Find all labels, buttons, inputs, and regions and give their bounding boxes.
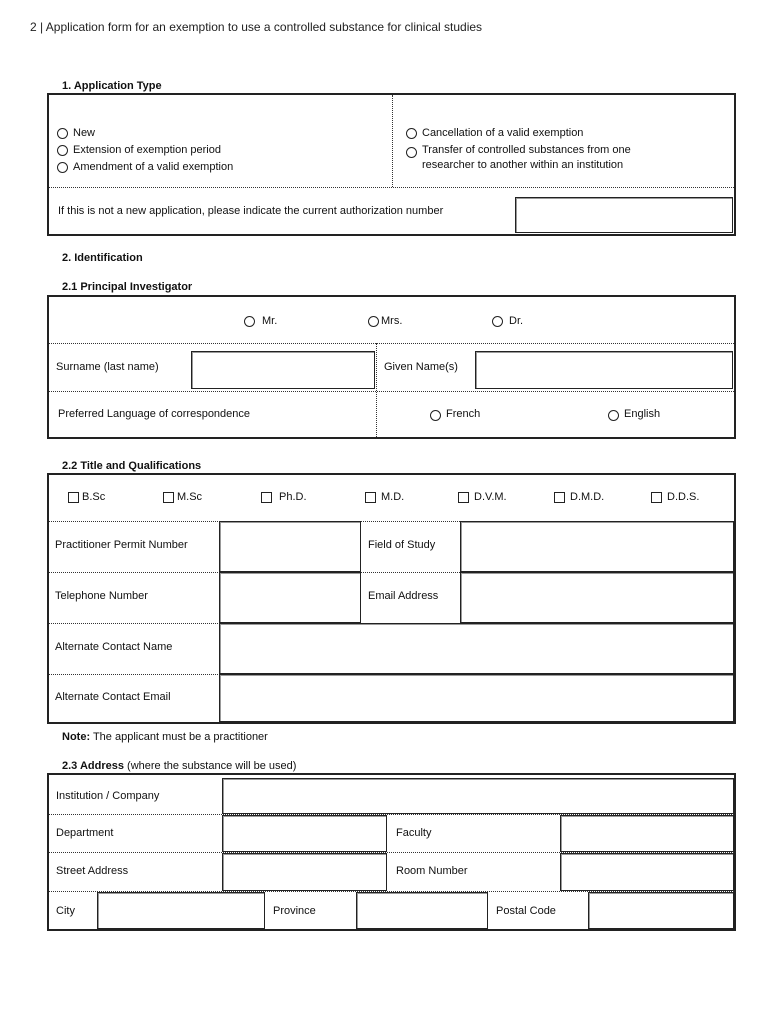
radio-mr[interactable] <box>244 316 255 327</box>
surname-field[interactable] <box>191 351 375 389</box>
checkbox-dmd[interactable] <box>554 492 565 503</box>
radio-mrs-label: Mrs. <box>381 315 403 327</box>
radio-amendment[interactable] <box>57 162 68 173</box>
faculty-label: Faculty <box>396 827 432 839</box>
department-label: Department <box>56 827 114 839</box>
field-of-study-field[interactable] <box>460 521 734 572</box>
radio-dr[interactable] <box>492 316 503 327</box>
telephone-field[interactable] <box>219 572 361 623</box>
radio-extension[interactable] <box>57 145 68 156</box>
email-field[interactable] <box>460 572 734 623</box>
checkbox-dmd-label: D.M.D. <box>570 491 605 503</box>
permit-number-label: Practitioner Permit Number <box>55 539 188 551</box>
checkbox-md-label: M.D. <box>381 491 405 503</box>
practitioner-note <box>62 731 268 743</box>
alternate-name-field[interactable] <box>219 623 734 674</box>
title-qualifications-box <box>47 473 736 724</box>
permit-number-field[interactable] <box>219 521 361 572</box>
city-label: City <box>56 905 75 917</box>
checkbox-bsc[interactable] <box>68 492 79 503</box>
checkbox-msc-label: M.Sc <box>177 491 203 503</box>
room-field[interactable] <box>560 853 734 891</box>
principal-investigator-title: 2.1 Principal Investigator <box>62 281 193 293</box>
radio-new-label: New <box>73 127 96 139</box>
address-title <box>62 760 296 772</box>
department-field[interactable] <box>222 815 387 852</box>
page-header: 2 | Application form for an exemption to use a controlled substance for clinical studies <box>30 20 483 34</box>
divider <box>376 343 377 437</box>
postal-code-field[interactable] <box>588 892 734 929</box>
checkbox-dds-label: D.D.S. <box>667 491 700 503</box>
address-title-rest: (where the substance will be used) <box>123 760 297 772</box>
postal-code-label: Postal Code <box>496 905 556 917</box>
radio-transfer-label: Transfer of controlled substances from one <box>422 144 631 156</box>
divider <box>49 391 734 392</box>
email-label: Email Address <box>368 590 439 602</box>
checkbox-dvm-label: D.V.M. <box>474 491 507 503</box>
note-bold: Note: <box>62 731 91 743</box>
authorization-number-field[interactable] <box>515 197 733 233</box>
authorization-label: If this is not a new application, please indicate the current authorization number <box>58 205 444 217</box>
checkbox-dds[interactable] <box>651 492 662 503</box>
institution-label: Institution / Company <box>56 790 160 802</box>
checkbox-bsc-label: B.Sc <box>82 491 106 503</box>
street-field[interactable] <box>222 853 387 891</box>
divider <box>49 187 734 188</box>
telephone-label: Telephone Number <box>55 590 148 602</box>
radio-french[interactable] <box>430 410 441 421</box>
checkbox-md[interactable] <box>365 492 376 503</box>
application-type-box <box>47 93 736 236</box>
checkbox-phd-label: Ph.D. <box>279 491 307 503</box>
radio-mr-label: Mr. <box>262 315 278 327</box>
radio-extension-label: Extension of exemption period <box>73 144 221 156</box>
radio-english[interactable] <box>608 410 619 421</box>
title-qualifications-title: 2.2 Title and Qualifications <box>62 460 202 472</box>
alternate-name-label: Alternate Contact Name <box>55 641 173 653</box>
address-box <box>47 773 736 931</box>
language-label: Preferred Language of correspondence <box>58 408 251 420</box>
street-label: Street Address <box>56 865 129 877</box>
section-1-title: 1. Application Type <box>62 80 162 92</box>
address-title-bold: 2.3 Address <box>62 760 124 772</box>
note-text: The applicant must be a practitioner <box>90 731 268 743</box>
radio-french-label: French <box>446 408 481 420</box>
divider <box>49 343 734 344</box>
city-field[interactable] <box>97 892 265 929</box>
alternate-email-field[interactable] <box>219 674 734 722</box>
field-of-study-label: Field of Study <box>368 539 436 551</box>
province-field[interactable] <box>356 892 488 929</box>
room-label: Room Number <box>396 865 468 877</box>
province-label: Province <box>273 905 316 917</box>
radio-transfer-label-2: researcher to another within an institution <box>422 159 624 171</box>
section-2-title: 2. Identification <box>62 252 143 264</box>
radio-transfer[interactable] <box>406 147 417 158</box>
divider <box>392 95 393 187</box>
checkbox-phd[interactable] <box>261 492 272 503</box>
checkbox-msc[interactable] <box>163 492 174 503</box>
given-name-field[interactable] <box>475 351 733 389</box>
checkbox-dvm[interactable] <box>458 492 469 503</box>
principal-investigator-box <box>47 295 736 439</box>
radio-cancellation-label: Cancellation of a valid exemption <box>422 127 584 139</box>
surname-label: Surname (last name) <box>56 361 159 373</box>
radio-english-label: English <box>624 408 661 420</box>
institution-field[interactable] <box>222 778 734 814</box>
radio-cancellation[interactable] <box>406 128 417 139</box>
radio-new[interactable] <box>57 128 68 139</box>
radio-amendment-label: Amendment of a valid exemption <box>73 161 234 173</box>
radio-mrs[interactable] <box>368 316 379 327</box>
given-name-label: Given Name(s) <box>384 361 458 373</box>
radio-dr-label: Dr. <box>509 315 524 327</box>
faculty-field[interactable] <box>560 815 734 852</box>
alternate-email-label: Alternate Contact Email <box>55 691 171 703</box>
